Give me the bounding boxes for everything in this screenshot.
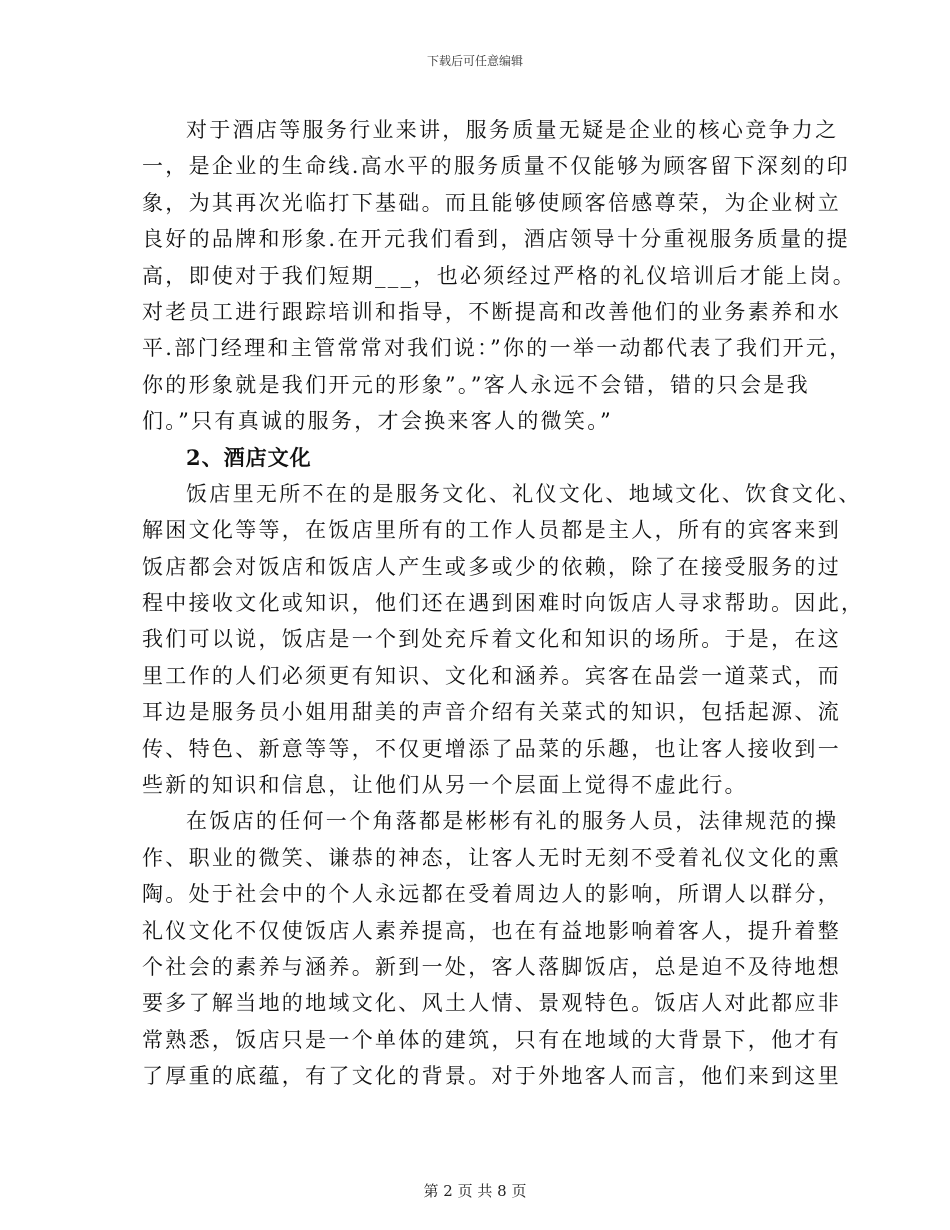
text-line: 个社会的素养与涵养。新到一处，客人落脚饭店，总是迫不及待地想 (142, 954, 841, 979)
paragraph-etiquette-culture (142, 803, 841, 1094)
text-line: 象，为其再次光临打下基础。而且能够使顾客倍感尊荣，为企业树立 (142, 190, 841, 215)
text-line: 要多了解当地的地域文化、风土人情、景观特色。饭店人对此都应非 (142, 991, 841, 1016)
document-body (142, 112, 865, 1095)
text-line: 耳边是服务员小姐用甜美的声音介绍有关菜式的知识，包括起源、流 (142, 700, 841, 725)
text-line: 常熟悉，饭店只是一个单体的建筑，只有在地域的大背景下，他才有 (142, 1027, 841, 1052)
text-line: 们。”只有真诚的服务，才会换来客人的微笑。” (142, 409, 614, 434)
text-line: 了厚重的底蕴，有了文化的背景。对于外地客人而言，他们来到这里 (142, 1064, 841, 1089)
paragraph-service-quality (142, 112, 857, 440)
text-line: 饭店都会对饭店和饭店人产生或多或少的依赖，除了在接受服务的过 (142, 554, 841, 579)
text-line: 对于酒店等服务行业来讲，服务质量无疑是企业的核心竞争力之 (186, 118, 839, 142)
paragraph-hotel-culture (142, 476, 865, 804)
text-line: 一，是企业的生命线.高水平的服务质量不仅能够为顾客留下深刻的印 (142, 154, 850, 179)
text-line: 在饭店的任何一个角落都是彬彬有礼的服务人员，法律规范的操 (186, 809, 839, 834)
text-line: 良好的品牌和形象.在开元我们看到，酒店领导十分重视服务质量的提 (142, 227, 850, 252)
text-line: 礼仪文化不仅使饭店人素养提高，也在有益地影响着客人，提升着整 (142, 918, 841, 943)
text-line: 高，即使对于我们短期___，也必须经过严格的礼仪培训后才能上岗。 (142, 263, 857, 288)
text-line: 你的形象就是我们开元的形象”。”客人永远不会错，错的只会是我 (142, 372, 810, 397)
page-header: 下载后可任意编辑 (426, 54, 523, 68)
text-line: 程中接收文化或知识，他们还在遇到困难时向饭店人寻求帮助。因此， (142, 591, 865, 616)
text-line: 传、特色、新意等等，不仅更增添了品菜的乐趣，也让客人接收到一 (142, 736, 841, 761)
text-line: 平.部门经理和主管常常对我们说：”你的一举一动都代表了我们开元， (142, 336, 853, 361)
text-line: 些新的知识和信息，让他们从另一个层面上觉得不虚此行。 (142, 773, 748, 798)
text-line: 我们可以说，饭店是一个到处充斥着文化和知识的场所。于是，在这 (142, 627, 841, 652)
text-line: 里工作的人们必须更有知识、文化和涵养。宾客在品尝一道菜式，而 (142, 663, 841, 688)
text-line: 对老员工进行跟踪培训和指导，不断提高和改善他们的业务素养和水 (142, 299, 841, 324)
section-heading: 2、酒店文化 (186, 444, 312, 470)
page-footer: 第 2 页 共 8 页 (423, 1182, 527, 1200)
text-line: 饭店里无所不在的是服务文化、礼仪文化、地域文化、饮食文化、 (186, 481, 862, 506)
text-line: 陶。处于社会中的个人永远都在受着周边人的影响，所谓人以群分， (142, 882, 841, 907)
text-line: 解困文化等等，在饭店里所有的工作人员都是主人，所有的宾客来到 (142, 518, 841, 543)
text-line: 作、职业的微笑、谦恭的神态，让客人无时无刻不受着礼仪文化的熏 (142, 845, 841, 870)
